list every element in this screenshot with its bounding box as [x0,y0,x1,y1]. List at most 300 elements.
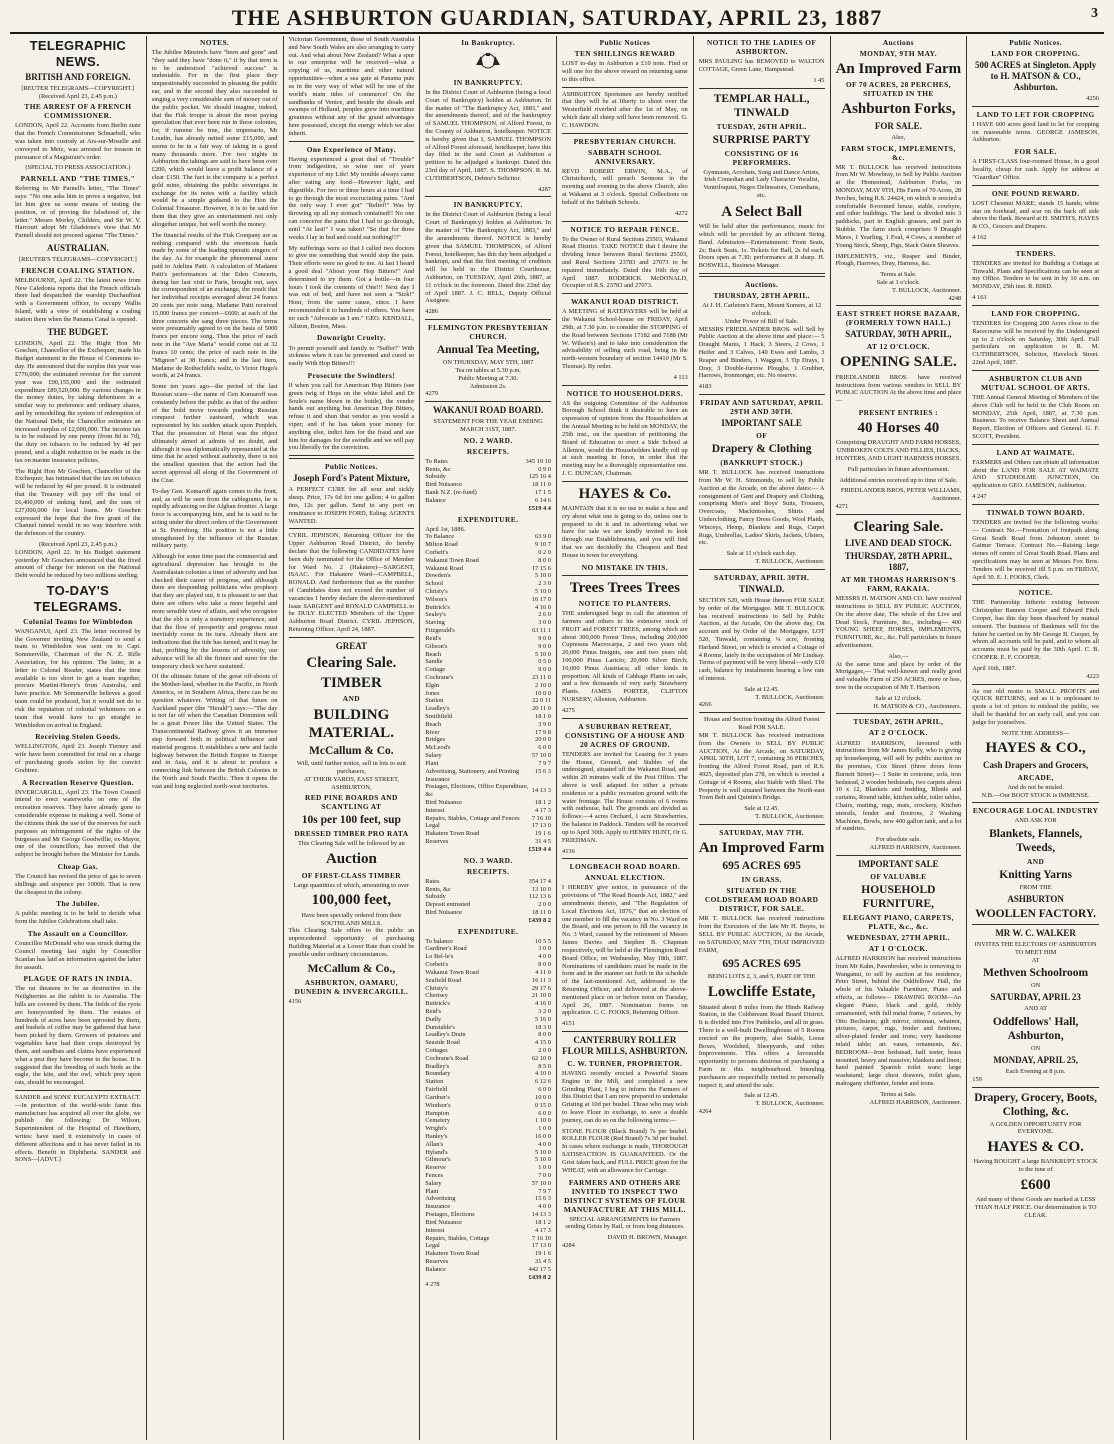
divider [699,394,825,395]
ad-sell-lots: Will, until further notice, sell in lots to suit purchasers, [296,760,406,775]
ward3-expenditure-row [425,1266,551,1274]
row-amount: 2 6 0 [538,611,551,619]
ad-drapery-grocery: Drapery, Grocery, Boots, Clothing, &c. [974,1091,1097,1118]
notice-waimate: FARMERS and Others can obtain all information about the LAND FOR SALE AT WAIMATE AND STUDHOLME JUNCTION, On application to GEO. JAMESON, Ashburton. [972,458,1099,490]
divider [836,855,962,856]
heading-lowcliffe: Lowcliffe Estate, [707,984,816,1001]
row-amount: 16 11 3 [532,976,551,984]
row-amount: 15 6 3 [535,1195,551,1203]
carleton-sub: Under Power of Bill of Sale. [725,317,799,325]
expenditure-row [425,697,551,705]
row-label: Sealey's [425,611,446,619]
furniture-signature: ALFRED HARRISON, Auctioneer. [869,1098,962,1106]
heading-695-acres-2: 695 ACRES 695 [722,958,801,971]
row-amount: 6 0 0 [538,744,551,752]
expenditure-row [425,588,551,596]
expenditure-row [425,541,551,549]
ward3-expenditure-row [425,1047,551,1055]
row-label: Dowden's [425,572,451,580]
expenditure-row [425,690,551,698]
ad-hayes: HAYES & Co. [578,485,672,502]
fb-signature: FRIEDLANDER BROS, PETER WILLIAMS, Auctioneer. [840,487,962,503]
auction-time-2: AT 2 O'CLOCK. [868,728,928,738]
ward3-expenditure-row [425,1172,551,1180]
opening-body: FRIEDLANDER BROS. have received instructions from various vendors to SELL BY PUBLIC AUCTION At the above time and place— [835,373,962,405]
row-amount: 4 17 3 [535,1226,551,1234]
receipts-row [425,481,551,489]
furniture-terms: Terms at Sale. [880,1090,917,1098]
templar-date: TUESDAY, 26TH APRIL. [716,121,807,131]
ad-golden: A GOLDEN OPPORTUNITY FOR EVERYONE. [989,1120,1082,1136]
ad-timber: TIMBER [320,675,382,692]
auction-date-friday: FRIDAY AND SATURDAY, APRIL 29TH AND 30TH. [700,398,824,417]
heading-colonial: Colonial Teams for Wimbledon [23,616,133,626]
divider [289,141,415,142]
auction-date-monday: MONDAY, 9TH MAY. [859,49,937,59]
ward3-expenditure-row [425,945,551,953]
divider [562,87,688,88]
divider [562,1031,688,1032]
row-amount: 14 13 3 [531,1211,551,1219]
row-label: Bird Nuisance [425,481,462,489]
notice-tinwald-board: TENDERS are invited for the following works:— Contract No.—Formation of footpath along Great South Road from Johnston street to Gaimer Terrace. Contract No.—Raising large stones off centre of Great South Road. Plans and specifications may be seen at Messrs Fox Bros. Tenders will be received till 5 p.m. on FRIDAY, April 30. E. J. FOOKS, Clerk. [972,518,1099,581]
additional-entries: Additional entries received up to time of Sale. [839,476,958,484]
ref-number: 4 113 [673,373,688,381]
ad-methven: Methven Schoolroom [983,967,1089,980]
expenditure-row [425,729,551,737]
row-amount: 4 11 0 [535,968,551,976]
row-label: Elgin [425,681,440,689]
ward3-expenditure-row [425,1180,551,1188]
expenditure-row [425,619,551,627]
receipts-table [425,458,551,505]
house-sale-time: Sale at 12.45. [744,805,780,813]
column-2 [147,36,284,1440]
row-amount: 6 0 0 [538,1109,551,1117]
ward3-receipts-row [425,878,551,886]
lowcliffe-time: Sale at 12.45. [744,1092,780,1100]
lowcliffe-body: Situated about 8 miles from the Hinds Railway Station, in the Coldstream Road Board District. It is divided into Five Paddocks, and all in grass. There is a well-built Dwellinghouse of 5 Rooms erected on the property, also Stable, Loose Boxes, Woolshed, Sheepyards, and other Improvements. This offers a favourable opportunity to persons desirous of purchasing a Farm in this neighbourhood. Intending purchasers are respectfully invited to personally inspect it, and attend the sale. [698,1003,825,1089]
expenditure-row [425,705,551,713]
divider [972,305,1099,306]
article-budget: LONDON, April 22. The Right Hon Mr Goschen, Chancellor of the Exchequer, made his Budget statement in the House of Commons to-day. He announced that the surplus this year was £776,000; the estimated revenue for the current year was £90,155,000 and the estimated expenditure £89,520,000. By various changes in the money duties, by taking debentures in a similar way to preference and ordinary shares, and by remodelling the system of redemption of the National Debt, the Chancellor estimates an increased surplus of £2,000,000. The income tax is to be reduced by one penny (from 8d to 7d), the duty on tobacco to be reduced by 4d per pound, and a slight reduction to be made in the tax on marine insurance policies. [15,339,141,464]
partnership-date: April 16th, 1887. [972,664,1017,672]
heading-receiving: Receiving Stolen Goods. [35,732,121,742]
row-label: Hyland's [425,1148,448,1156]
ref-number: 4271 [835,503,849,510]
row-label: Subsidy [425,893,446,901]
row-amount: 31 4 5 [535,1257,551,1265]
heading-valuable: OF VALUABLE [870,871,927,881]
carleton-line: At J. H. Carleton's Farm, Mount Somers, at 12 o'clock. [702,302,822,317]
notes-para-6: Of the ultimate future of the great off-shoots of the Mother-land, whether in the Pacific, in North America, or in Southern Africa, there can be no question whatever. Writing of that future on Auckland paper (the "Herald") says:—"The day is not far off when the Canadian Dominion will be a great Power like the United States. The Transcontinental Railway gives it an immense step forward both in political influence and material progress. It establishes a new and facile highway between the British Empire in Europe and in Asia, and it is about to produce a connecting link between the British Colonies in the North and South Pacific. Then it opens the vast and long neglected north-west territories. [151,673,278,790]
ad-walker: MR W. C. WALKER [995,928,1076,939]
ward3-expenditure-row [425,1156,551,1164]
row-label: Corbett's [425,961,449,969]
ad-on: ON [1031,982,1041,990]
row-amount: 63 11 1 [532,627,551,635]
row-label: Wakanui Town Road [425,556,479,564]
ward3-expenditure-row [425,1008,551,1016]
ad-oddfellows: Oddfellows' Hall, Ashburton, [992,1016,1079,1043]
page-number: 3 [1091,6,1098,21]
row-amount: 2 0 0 [538,901,551,909]
row-amount: 6 12 6 [535,1078,551,1086]
ref-number: 4287 [538,185,551,193]
auction-date-wednesday: WEDNESDAY, 27TH APRIL. [846,932,951,942]
expenditure-row [425,830,551,838]
heading-tinwald: TINWALD. [738,583,785,594]
heading-in-grass: IN GRASS. [741,875,782,885]
heading-piano: ELEGANT PIANO, CARPETS, PLATE, &c., &c. [842,912,954,931]
heading-reward: TEN SHILLINGS REWARD [574,49,676,59]
ad-large: Large quantities of which, amounting to over [293,881,410,889]
column-3 [284,36,421,1440]
row-label: Wilson's [425,595,448,603]
notice-bankruptcy-2: In the District Court of Ashburton (being a local Court of Bankruptcy) holden at Ashburton. In the matter of "The Bankruptcy Act, 1883," and the amendments thereof. NOTICE is hereby given that SAMUEL THOMPSON, of Alford Forest, hotelkeeper, has this day been adjudged a bankrupt, and that the first meeting of creditors will be held in the District Courthouse, Ashburton, on TUESDAY, April 26th, 1887, at 11 o'clock in the forenoon. Dated this 22nd day of April 1887. J. C. BELL, Deputy Official Assignee. [425,211,551,305]
row-amount: 7 0 0 [538,1172,551,1180]
heading-templar-hall: TEMPLAR HALL, TINWALD [713,92,810,119]
ward3-expenditure-row [425,1258,551,1266]
ward3-expenditure-row [425,1133,551,1141]
article-arrest: LONDON, April 22. Accounts from Berlin state that the French Commissioner Schnaebell, who was taken into custody at Ars-sur-Moselle and conveyed to Metz, was arrested for treason in pursuance of a Magistrate's order. [15,122,141,161]
divider [972,504,1099,505]
row-label: Rents, &c [425,885,451,893]
ad-not-misled: And do not be misled. [1007,783,1064,791]
row-label: Cochrane's Road [425,1054,469,1062]
heading-auctions: Auctions [882,38,914,47]
expenditure-date: April 1st, 1886. [425,525,466,533]
row-amount: 3 2 0 [538,1007,551,1015]
article-budget-2: The Right Hon Mr Goschen, Chancellor of the Exchequer, has intimated that the tax on tobacco will be reduced by 4d per pound. It is estimated that the Treasury will pay off the total of £6,400,000 of sinking fund, and the sum of £27,000,000 for local loans. Mr Goschen expressed the hope that the free grant of the Channel tunnel would in no way interfere with the defences of the country. [15,467,141,538]
row-amount: 62 10 0 [531,1054,551,1062]
notes-para-4: To-day Gen. Komaroff again comes to the front, and, as will be seen from the cablegrams, he is rapidly advancing on the Afghan frontier. A large force is accompanying him, and he is said to be acting under the direct orders of the Government at St. Petersburg. His position is not a little strengthened by the influence of the Russian military party. [151,487,278,550]
ad-arcade: ARCADE, [1017,772,1054,782]
notice-planters: THE undersigned begs to call the attention of farmers and others to his extensive stock of FRUIT and FOREST TREES, among which are about 300,000 Forest Trees, including 200,000 Cupressus Macrocarpa, 2 and two years old; 20,000 Pinus Insignis, one and two years old; 100,000 Pinus Laricio; 20,000 Silver Birch; 10,000 Pinus Austriaca; all other kinds in proportion. All kinds of Cabbage Plants on sale, and a few thousands of very early Strawberry Plants. JAMES PORTER, CLIFTON NURSERY, Allenton, Ashburton. [562,610,688,704]
row-amount: 18 1 0 [535,713,551,721]
ref-number: 4266 [698,701,712,709]
house-sale-signature: T. BULLOCK, Auctioneer. [755,813,825,821]
row-amount: 4 15 0 [535,1039,551,1047]
ref-number: 4136 [562,847,575,855]
expenditure-row [425,549,551,557]
row-amount: 7 9 7 [538,1187,551,1195]
expenditure-row [425,651,551,659]
expenditure-row [425,580,551,588]
row-amount: 9 0 0 [538,642,551,650]
heading-coaling: FRENCH COALING STATION. [21,265,135,275]
auction-date-thursday-28: THURSDAY, 28TH APRIL, 1887, [844,551,953,573]
row-label: To Balance [425,533,455,541]
row-label: Hanley's [425,1132,448,1140]
row-amount: 18 11 0 [532,481,551,489]
divider [562,293,688,294]
ad-encourage: ENCOURAGE LOCAL INDUSTRY [972,806,1099,816]
article-assault: Councillor McDonald who was struck during the Council meeting last night by Councillor Scanlan has laid an information against the latter for assault. [15,940,141,971]
heading-assault: The Assault on a Councillor. [27,929,128,939]
ward3-exp-total: £439 8 2 [528,1273,551,1281]
heading-repair-fence: NOTICE TO REPAIR FENCE. [570,224,680,234]
row-label: School [425,580,444,588]
heading-wakanui-district: WAKANUI ROAD DISTRICT. [570,297,679,307]
being-lots: BEING LOTS 2, 3, and 5, PART OF THE [707,973,816,981]
ref-number: 1 45 [813,76,825,84]
row-label: Interest [425,1226,445,1234]
row-amount: 16 0 0 [535,1132,551,1140]
row-label: Boundary [425,1070,451,1078]
row-label: Reid's [425,1007,441,1015]
row-amount: 0 9 0 [538,465,551,473]
row-label: Gardner's [425,1093,450,1101]
notes-para-5: Although for some time past the commercial and agricultural depression has brought to the Australasian colonies a time of adversity and has checked their career of progress, and although there are desponding politicians who prophesy that they are played out, it is pleasant to see that there are others who take a more hopeful and more sensible view of affairs, and who recognise that the ebb is only a transitory experience, and that the flow of prosperity and progress must inevitably come in its turn. Already there are indications that the tide has turned, and it may be that, profiting by the lessons of adversity, our advance will be all the firmer and surer for the temporary check we have sustained. [151,553,278,670]
notice-tenders: TENDERS are invited for Building a Cottage at Tinwald. Plans and Specifications can be seen at my Office. Tenders to be sent in by 10 a.m. on MONDAY, 25th inst. R. BIRD. [972,259,1099,291]
advert-hop-bitters: Having experienced a great deal of "Trouble" from indigestion, so wine one of years experience of my Life! My trouble always came after eating any food—However light, and digestible. For two or three hours at a time I had to go through the most excruciating pains. "And the only way I ever got" "Relief!" Was by throwing up all my stomach contained!! No one can conceive the pains that I had to go through, until "At last!" I was taken! "So that for three weeks I lay in bed and could eat nothing!!!" [288,155,415,241]
ref-number: 4 163 [972,294,987,302]
row-label: Insurance [425,775,451,783]
notice-brown: DAVID H. BROWN, Manager. [607,1234,688,1242]
row-amount: 29 17 6 [531,984,551,992]
ad-great: GREAT [335,640,368,651]
heading-ward-2: NO. 2 WARD. [463,435,513,445]
divider [972,370,1099,371]
ward3-expenditure-row [425,1219,551,1227]
heading-household-furniture: HOUSEHOLD FURNITURE, [861,883,936,910]
surprise-body: Gymnasts, Acrobats, Song and Dance Artists, Irish Comedian and Lady Character Vocalist, Ventriloquist, Negro Delineators, Comedians, etc. [703,168,821,200]
divider [972,584,1099,585]
tea-admission: Admission 2s. [469,382,507,390]
ward3-expenditure-row [425,938,551,946]
article-plague: The rat theatens to be as destructive in the Neilgherries as the rabbit is to Australia. The hills are covered by them. The fields of the ryots are honeycombed by them. The estates of hundreds of acres have been uprooted by them, and bushels of coffee may be gathered that have been picked by them. Growers of potatoes and vegetables have had their crops destroyed by them, and sandbats and claims have experienced what a pest they have become to the house. It is suggested that the breeding of such birds as the eagle, the kite, and the owl, which prey upon rats, should be encouraged. [15,985,141,1087]
row-label: Legal [425,1242,440,1250]
full-particulars: Full particulars in future advertisement. [847,465,950,473]
row-label: Windsor's [425,1101,451,1109]
heading-695-acres: 695 ACRES 695 [722,860,801,873]
ward3-expenditure-row [425,1055,551,1063]
row-amount: 2 3 0 [538,580,551,588]
divider [699,569,825,570]
row-amount: 14 13 3 [531,787,551,795]
expenditure-row [425,596,551,604]
auction-date-saturday-30: SATURDAY, APRIL 30TH. [714,572,810,582]
heading-flemington: FLEMINGTON PRESBYTERIAN CHURCH. [428,323,549,342]
row-label: Seaside Road [425,1039,460,1047]
expenditure-row [425,721,551,729]
advert-cruelty: To permit yourself and family to "Suffer!" With sickness when it can be prevented and cured so easily With Hop Bitters!!! [288,344,415,368]
expenditure-row [425,557,551,565]
ad-trees: Trees Trees Trees [569,579,680,596]
row-amount: 23 11 0 [532,673,551,681]
row-amount: 10 0 0 [535,689,551,697]
row-label: Jones [425,689,440,697]
ad-first-class: OF FIRST-CLASS TIMBER [301,870,402,880]
house-sale-line: House and Section fronting the Alford Forest Road FOR SALE. [703,716,820,732]
ward3-expenditure-row [425,1235,551,1243]
heading-bankruptcy: In Bankruptcy. [461,38,515,47]
heading-public-notices: Public Notices. [1009,38,1063,47]
heading-annual-election: ANNUAL ELECTION. [584,873,666,883]
row-label: Hampton [425,1109,450,1117]
row-amount: 4 16 0 [535,603,551,611]
row-amount: 17 15 6 [531,564,551,572]
article-cheap-gas: The Council has revised the price of gas to seven shillings and sixpence per 1000ft. That is now the cheapest in the colony. [15,872,141,896]
ad-and: AND [1027,857,1045,867]
row-label: Advertising [425,1195,456,1203]
heading-ward-3: NO. 3 WARD. [463,855,513,865]
reuter-line-2: [REUTER'S TELEGRAMS—COPYRIGHT.] [19,255,137,263]
row-amount: 5 10 0 [535,572,551,580]
ad-mccallum-2: McCallum & Co., [307,962,396,975]
ref-number: 159 [972,1075,982,1083]
row-amount: 18 3 0 [535,1023,551,1031]
row-amount: 0 5 0 [538,658,551,666]
row-label: Rates [425,877,440,885]
heading-tenders: TENDERS. [1015,248,1056,258]
heading-surprise-party: SURPRISE PARTY [712,133,811,146]
row-label: Leadley's [425,705,450,713]
heading-auctions: Auctions. [744,280,779,290]
row-label: Fences [425,1172,443,1180]
divider [972,924,1099,925]
row-amount: 442 17 5 [528,1265,551,1273]
expenditure-row [425,776,551,784]
row-amount: 17 13 0 [531,1242,551,1250]
auction-date-tuesday-26: TUESDAY, 26TH APRIL, [853,717,944,727]
ad-amount: £600 [1020,1177,1051,1194]
heading-wakanui-board: WAKANUI ROAD BOARD. [432,405,544,416]
row-label: Reid's [425,634,441,642]
ward3-expenditure-row [425,953,551,961]
lowcliffe-signature: T. BULLOCK, Auctioneer. [755,1100,825,1108]
row-amount: 4 0 0 [538,1203,551,1211]
ward3-expenditure-row [425,1000,551,1008]
heading-cheap-gas: Cheap Gas. [57,861,99,871]
ref-number: 4264 [698,1108,712,1116]
ward3-expenditure-row [425,1195,551,1203]
heading-parnell: PARNELL AND "THE TIMES." [20,174,136,184]
heading-ladies: NOTICE TO THE LADIES OF ASHBURTON. [706,38,817,57]
row-amount: 7 16 10 [531,814,551,822]
auction-date-thursday: THURSDAY, 28TH APRIL. [713,291,810,301]
heading-tinwald-board: TINWALD TOWN BOARD. [986,507,1085,517]
notice-profits: As our old motto is SMALL PROFITS and QUICK RETURNS, and as it is unpleasant to quote a lot of prices to mislead the public, we shall be thankful for an early call, and you can judge for yourselves. [972,687,1099,726]
heading-important-sale: IMPORTANT SALE [721,418,802,429]
ward3-expenditure-row [425,1188,551,1196]
row-amount: 8 0 0 [538,1031,551,1039]
row-label: Interest [425,806,445,814]
house-sale-body: MR T. BULLOCK has received instructions from the Owners to SELL BY PUBLIC AUCTION, At the Arcade, on SATURDAY, APRIL 30TH, LOT 7, containing 36 PERCHES, fronting the Alford Forest Road, part of R.S. 4925, deposited plan 278, on which is erected a Cottage of 4 Rooms, also Stable with Shed. The Property is well situated between the North-east Town Belt and Quintin's Bridge. [698,731,825,802]
row-amount: 10 0 0 [535,1093,551,1101]
heading-public-notices: Public Notices. [324,462,378,472]
ward3-expenditure-row [425,969,551,977]
ad-dressed: DRESSED TIMBER PRO RATA [294,829,409,839]
heading-longbeach: LONGBEACH ROAD BOARD. [569,862,681,872]
row-label: Station [425,697,444,705]
advert-joseph-ford: A PERFECT CURE for all sour and sickly sheep. Price, 17s 6d for one gallon; 4 to gallon tins, 12s per gallon. Send to any port on remittance to JOSEPH FORD, Ealing. AGENTS WANTED. [288,486,415,525]
divider [972,684,1099,685]
row-label: To balance [425,937,454,945]
row-label: Dudly [425,1015,442,1023]
notice-turner-2: STONE FLOUR (Black Brand) 7s per bushel. ROLLER FLOUR (Red Brand) 7s 3d per bushel. In cases where exchange is made, THOROUGH SATISFACTION IS GUARANTEED. Or the Grist taken back, and FULL PRICE given for the WHEAT, with an allowance for Carriage. [562,1127,688,1174]
heading-planters: NOTICE TO PLANTERS. [578,599,671,609]
notice-partnership: THE Partnership hitherto existing between Christopher Bannon Cooper and Edward Fitch Cooper, has this day been dissolved by mutual consent. The business of Bankmen will for the future be carried on by Mr George B. Cooper, by whom all accounts will be paid, and to whom all accounts must be paid by the 30th April. C. B. COOPER. E. F. COOPER. [972,599,1099,662]
surprise-sub: CONSISTING OF 16 PERFORMERS. [724,148,799,167]
row-label: Wakanui Road [425,564,463,572]
notice-lost-mare: LOST Chestnut MARE; stands 15 hands; white star on forehead, and scar on the back off side above the flank. Reward at H. SMITH'S, HAYES & CO., Grocers and Drapers. [972,199,1099,231]
row-amount: 17 9 8 [535,728,551,736]
row-label: Bradley's [425,1062,450,1070]
row-label: Rents, &c [425,465,451,473]
auction-time-1: AT 1 O'CLOCK. [868,944,928,954]
heading-receipts: RECEIPTS. [466,446,510,456]
row-amount: 125 16 4 [528,473,551,481]
auction-time-12: AT 12 O'CLOCK. [866,342,930,352]
heading-telegraphic: TELEGRAPHIC NEWS. [29,38,127,69]
row-label: Subsidy [425,473,446,481]
row-amount: 3 9 0 [538,720,551,728]
row-label: Bird Nuisance [425,1218,462,1226]
row-label: Wright's [425,1125,447,1133]
expenditure-row [425,533,551,541]
row-label: Fitzgerald's [425,627,455,635]
row-amount: 5 10 0 [535,588,551,596]
heading-present-entries: PRESENT ENTRIES : [858,407,939,417]
notice-farmers: FARMERS AND OTHERS ARE INVITED TO INSPECT TWO DISTINCT SYSTEMS OF FLOUR MANUFACTURE AT THIS MILL. [563,1177,686,1214]
heading-clearing-sale: Clearing Sale. [853,518,944,535]
heading-todays-telegrams: TO-DAY'S TELEGRAMS. [33,583,122,614]
row-amount: 1 0 0 [538,1125,551,1133]
row-amount: 20 11 0 [532,705,551,713]
budget-received: (Received April 23, 2.45 p.m.) [38,540,117,548]
row-amount: 63 9 0 [535,533,551,541]
row-amount: 354 17 4 [528,877,551,885]
ad-ordered: Have been specially ordered from their SOUTHLAND MILLS. [301,911,402,927]
advert-swindlers: If when you call for American Hop Bitters (see green twig of Hops on the white label and Dr Soule's name blown in the bottle), the vendor hands out anything but American Hop Bitters, refuse it and shun that vendor as you would a viper; and if he has taken your money for anything else, indict him for the fraud and sue him for damages for the swindle and we will pay you liberally for the conviction. [288,381,415,452]
received-line: (Received April 23, 2.45 p.m.) [38,92,117,100]
ward3-expenditure-row [425,1141,551,1149]
heading-of: OF [756,431,768,441]
ward3-expenditure-row [425,1031,551,1039]
royal-crest-icon [425,50,551,75]
row-label: Balance [425,1265,446,1273]
row-label: Reserves [425,1257,449,1265]
row-amount: 31 4 5 [535,838,551,846]
heading-pound-reward: ONE POUND REWARD. [991,188,1080,198]
row-amount: 5 16 0 [535,1015,551,1023]
row-amount: 13 10 0 [531,885,551,893]
row-label: Gilmour's [425,1156,451,1164]
ad-saturday-23: SATURDAY, APRIL 23 [990,992,1081,1003]
ad-ashburton: ASHBURTON [1007,894,1064,905]
ad-yards: AT THEIR YARDS, EAST STREET, ASHBURTON, [303,775,400,791]
ward3-expenditure-row [425,1024,551,1032]
heading-canterbury-mills: CANTERBURY ROLLER FLOUR MILLS, ASHBURTON. [562,1035,688,1056]
rakaia-body: At the same time and place by order of the Mortgagee,— That well-known and really good and valuable Farm of 250 ACRES, more or less, now in the occupation of Mr T. Harrison. [835,660,962,692]
divider [972,444,1099,445]
divider [972,1087,1099,1088]
also-line-2: Also,— [888,652,909,660]
row-amount: 5 10 0 [535,1148,551,1156]
absolute-sale: For absolute sale. [875,836,921,844]
row-amount: 3 0 0 [538,945,551,953]
row-label: To Rates [425,457,448,465]
expenditure-row [425,682,551,690]
tea-time: Tea on tables at 5.30 p.m. [455,366,521,374]
divider [562,385,688,386]
row-label: Beach [425,650,442,658]
row-label: Reserve [425,1164,446,1172]
implements-line: IMPLEMENTS, viz., Reaper and Binder, Plough, Harrows, Dray, Harness, &c. [835,252,962,268]
article-budget-3: LONDON, April 22. In his Budget statement yesterday Mr Goschen announced that the fixed amount of charge for interest on the National Debt would be reduced by two millions sterling. [15,548,141,580]
